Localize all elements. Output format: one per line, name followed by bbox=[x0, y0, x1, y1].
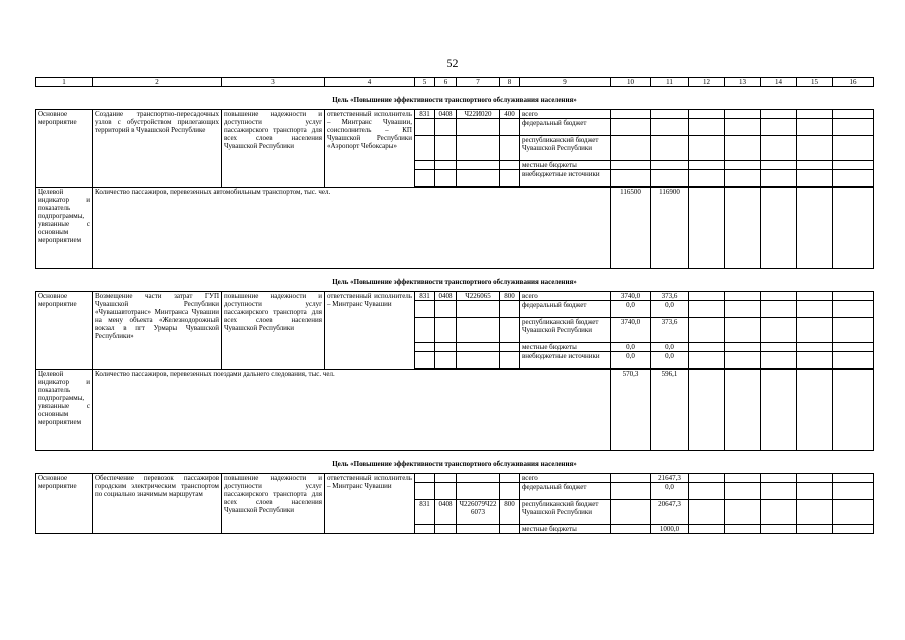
csr-code: Ч226079Ч226073 bbox=[457, 500, 500, 525]
budget-source: федеральный бюджет bbox=[520, 301, 611, 318]
indicator-value: 116500 bbox=[611, 188, 651, 269]
column-header: 15 bbox=[797, 78, 833, 87]
vr-code: 800 bbox=[500, 292, 520, 301]
activity-responsible: ответственный исполнитель – Минтранс Чувашии bbox=[325, 474, 415, 534]
value-cell: 0,0 bbox=[611, 352, 651, 369]
value-cell bbox=[611, 161, 651, 170]
activity-row bbox=[36, 292, 874, 301]
value-cell bbox=[651, 161, 689, 170]
program-table bbox=[35, 77, 874, 534]
budget-source: внебюджетные источники bbox=[520, 352, 611, 369]
value-cell: 0,0 bbox=[651, 483, 689, 500]
activity-type: Основное мероприятие bbox=[36, 292, 93, 370]
column-header: 1 bbox=[36, 78, 93, 87]
rz-code: 0408 bbox=[435, 500, 457, 525]
value-cell: 373,6 bbox=[651, 292, 689, 301]
activity-name: Обеспечение перевозок пассажиров городским электрическим транспортом по социально значимым маршрутам bbox=[93, 474, 222, 534]
csr-code: Ч22И020 bbox=[457, 110, 500, 119]
budget-source: всего bbox=[520, 292, 611, 301]
indicator-type: Целевой индикатор и показатель подпрограммы, увязанные с основным мероприятием bbox=[36, 370, 93, 451]
budget-source: всего bbox=[520, 110, 611, 119]
rz-code: 0408 bbox=[435, 110, 457, 119]
value-cell: 3740,0 bbox=[611, 292, 651, 301]
column-header: 16 bbox=[833, 78, 874, 87]
budget-source: всего bbox=[520, 474, 611, 483]
budget-source: федеральный бюджет bbox=[520, 483, 611, 500]
budget-source: местные бюджеты bbox=[520, 343, 611, 352]
activity-type: Основное мероприятие bbox=[36, 474, 93, 534]
column-header: 3 bbox=[222, 78, 325, 87]
value-cell bbox=[611, 525, 651, 534]
value-cell: 0,0 bbox=[651, 352, 689, 369]
value-cell: 20647,3 bbox=[651, 500, 689, 525]
budget-source: местные бюджеты bbox=[520, 525, 611, 534]
indicator-row bbox=[36, 188, 874, 269]
goal-row bbox=[36, 87, 874, 110]
column-header: 8 bbox=[500, 78, 520, 87]
activity-name: Возмещение части затрат ГУП Чувашской Республики «Чувашавтотранс» Минтранса Чувашии на мену объекта «Железнодорожный вокзал в пгт Урмары Чувашской Республики» bbox=[93, 292, 222, 370]
value-cell bbox=[611, 474, 651, 483]
value-cell: 0,0 bbox=[651, 301, 689, 318]
goal-row bbox=[36, 269, 874, 292]
goal-heading: Цель «Повышение эффективности транспортного обслуживания населения» bbox=[36, 87, 874, 110]
activity-result: повышение надежности и доступности услуг пассажирского транспорта для всех слоев населения Чувашской Республики bbox=[222, 292, 325, 370]
activity-row bbox=[36, 110, 874, 119]
goal-row bbox=[36, 451, 874, 474]
indicator-type: Целевой индикатор и показатель подпрограммы, увязанные с основным мероприятием bbox=[36, 188, 93, 269]
value-cell bbox=[611, 483, 651, 500]
value-cell bbox=[611, 170, 651, 187]
indicator-text: Количество пассажиров, перевезенных поездами дальнего следования, тыс. чел. bbox=[93, 370, 611, 451]
indicator-value: 596,1 bbox=[651, 370, 689, 451]
vr-code: 400 bbox=[500, 110, 520, 119]
value-cell: 0,0 bbox=[651, 343, 689, 352]
budget-source: республиканский бюджет Чувашской Республики bbox=[520, 500, 611, 525]
column-header-row bbox=[36, 78, 874, 87]
grbs-code: 831 bbox=[415, 110, 435, 119]
indicator-value: 116900 bbox=[651, 188, 689, 269]
activity-row bbox=[36, 474, 874, 483]
activity-type: Основное мероприятие bbox=[36, 110, 93, 188]
column-header: 14 bbox=[761, 78, 797, 87]
column-header: 12 bbox=[689, 78, 725, 87]
value-cell bbox=[651, 136, 689, 161]
goal-heading: Цель «Повышение эффективности транспортного обслуживания населения» bbox=[36, 269, 874, 292]
value-cell: 0,0 bbox=[611, 301, 651, 318]
activity-result: повышение надежности и доступности услуг пассажирского транспорта для всех слоев населения Чувашской Республики bbox=[222, 110, 325, 188]
budget-source: местные бюджеты bbox=[520, 161, 611, 170]
value-cell bbox=[611, 110, 651, 119]
column-header: 11 bbox=[651, 78, 689, 87]
column-header: 7 bbox=[457, 78, 500, 87]
column-header: 6 bbox=[435, 78, 457, 87]
column-header: 2 bbox=[93, 78, 222, 87]
column-header: 9 bbox=[520, 78, 611, 87]
value-cell bbox=[651, 119, 689, 136]
budget-source: внебюджетные источники bbox=[520, 170, 611, 187]
grbs-code: 831 bbox=[415, 292, 435, 301]
page-number: 52 bbox=[446, 56, 459, 70]
column-header: 4 bbox=[325, 78, 415, 87]
column-header: 13 bbox=[725, 78, 761, 87]
value-cell: 21647,3 bbox=[651, 474, 689, 483]
activity-responsible: ответственный исполнитель – Минтранс Чувашии, соисполнитель – КП Чувашской Республики «Аэропорт Чебоксары» bbox=[325, 110, 415, 188]
value-cell bbox=[611, 500, 651, 525]
value-cell bbox=[611, 136, 651, 161]
csr-code: Ч226065 bbox=[457, 292, 500, 301]
budget-source: республиканский бюджет Чувашской Республики bbox=[520, 136, 611, 161]
rz-code: 0408 bbox=[435, 292, 457, 301]
value-cell: 0,0 bbox=[611, 343, 651, 352]
indicator-text: Количество пассажиров, перевезенных автомобильным транспортом, тыс. чел. bbox=[93, 188, 611, 269]
indicator-row bbox=[36, 370, 874, 451]
column-header: 5 bbox=[415, 78, 435, 87]
activity-responsible: ответственный исполнитель – Минтранс Чувашии bbox=[325, 292, 415, 370]
activity-result: повышение надежности и доступности услуг пассажирского транспорта для всех слоев населения Чувашской Республики bbox=[222, 474, 325, 534]
vr-code: 800 bbox=[500, 500, 520, 525]
value-cell bbox=[651, 110, 689, 119]
value-cell: 3740,0 bbox=[611, 318, 651, 343]
value-cell bbox=[611, 119, 651, 136]
budget-source: республиканский бюджет Чувашской Республики bbox=[520, 318, 611, 343]
goal-heading: Цель «Повышение эффективности транспортного обслуживания населения» bbox=[36, 451, 874, 474]
indicator-value: 570,3 bbox=[611, 370, 651, 451]
budget-source: федеральный бюджет bbox=[520, 119, 611, 136]
grbs-code: 831 bbox=[415, 500, 435, 525]
column-header: 10 bbox=[611, 78, 651, 87]
activity-name: Создание транспортно-пересадочных узлов с обустройством прилегающих территорий в Чувашской Республике bbox=[93, 110, 222, 188]
value-cell: 1000,0 bbox=[651, 525, 689, 534]
value-cell: 373,6 bbox=[651, 318, 689, 343]
value-cell bbox=[651, 170, 689, 187]
